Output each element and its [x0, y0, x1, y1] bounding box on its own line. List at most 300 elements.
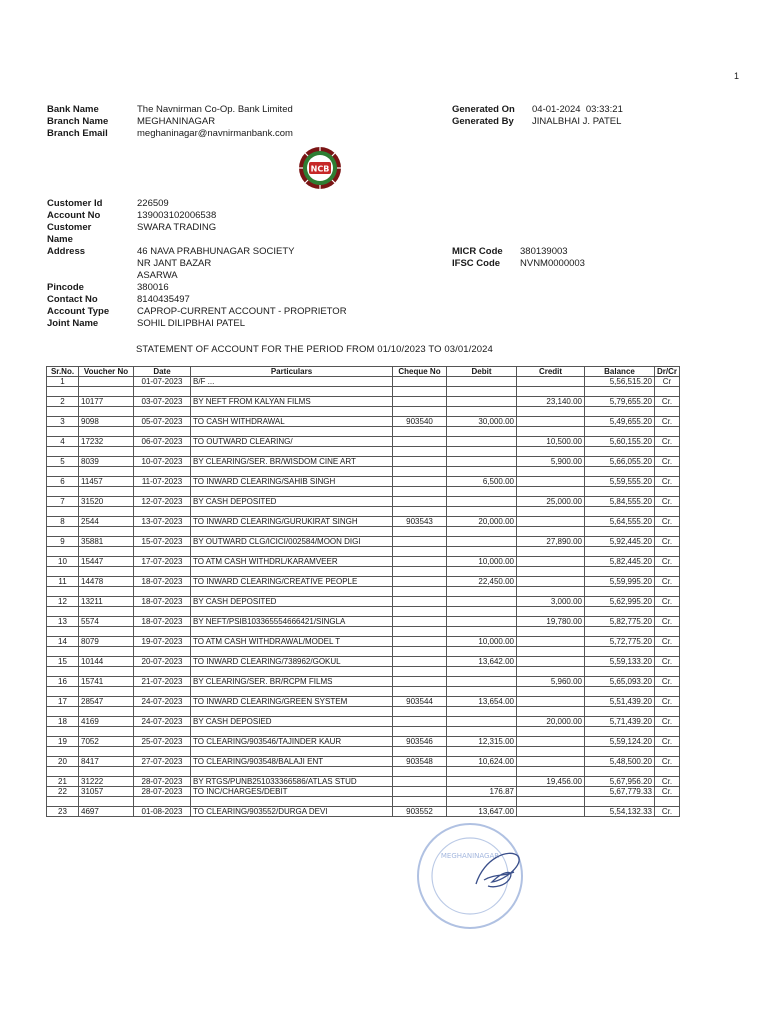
spacer-cell	[47, 767, 79, 777]
spacer-cell	[447, 647, 517, 657]
cell-cheque-no	[393, 477, 447, 487]
spacer-cell	[47, 547, 79, 557]
spacer-cell	[393, 567, 447, 577]
cell-balance: 5,60,155.20	[585, 437, 655, 447]
cell-particulars: TO ATM CASH WITHDRAWAL/MODEL T	[191, 637, 393, 647]
spacer-cell	[447, 507, 517, 517]
table-spacer-row	[47, 627, 680, 637]
spacer-cell	[393, 487, 447, 497]
table-spacer-row	[47, 407, 680, 417]
table-spacer-row	[47, 767, 680, 777]
spacer-cell	[585, 567, 655, 577]
spacer-cell	[585, 547, 655, 557]
branch-name: MEGHANINAGAR	[137, 116, 216, 127]
table-spacer-row	[47, 387, 680, 397]
cell-voucher-no: 8417	[79, 757, 134, 767]
spacer-cell	[134, 647, 191, 657]
spacer-cell	[655, 427, 680, 437]
cell-date: 11-07-2023	[134, 477, 191, 487]
spacer-cell	[191, 587, 393, 597]
micr-label: MICR Code	[452, 246, 503, 257]
spacer-cell	[585, 607, 655, 617]
cell-cheque-no	[393, 637, 447, 647]
cell-cheque-no	[393, 497, 447, 507]
cell-voucher-no: 4169	[79, 717, 134, 727]
table-header-row	[47, 367, 680, 377]
cell-credit	[517, 377, 585, 387]
spacer-cell	[191, 407, 393, 417]
spacer-cell	[47, 567, 79, 577]
cell-date: 05-07-2023	[134, 417, 191, 427]
cell-cheque-no	[393, 717, 447, 727]
cell-date: 13-07-2023	[134, 517, 191, 527]
cell-dr-cr: Cr.	[655, 497, 680, 507]
customer-id: 226509	[137, 198, 169, 209]
spacer-cell	[655, 407, 680, 417]
cell-voucher-no: 35881	[79, 537, 134, 547]
page-number: 1	[734, 71, 740, 81]
cell-particulars: TO INWARD CLEARING/GREEN SYSTEM	[191, 697, 393, 707]
cell-balance: 5,65,093.20	[585, 677, 655, 687]
cell-sr-no: 9	[47, 537, 79, 547]
spacer-cell	[585, 427, 655, 437]
cell-cheque-no	[393, 537, 447, 547]
spacer-cell	[393, 547, 447, 557]
spacer-cell	[585, 487, 655, 497]
cell-sr-no: 16	[47, 677, 79, 687]
spacer-cell	[517, 567, 585, 577]
table-row	[47, 777, 680, 787]
statement-table	[46, 366, 680, 817]
cell-credit	[517, 807, 585, 817]
cell-balance: 5,62,995.20	[585, 597, 655, 607]
spacer-cell	[655, 797, 680, 807]
spacer-cell	[585, 747, 655, 757]
spacer-cell	[585, 647, 655, 657]
table-spacer-row	[47, 727, 680, 737]
cell-cheque-no	[393, 777, 447, 787]
col-header-cheque: Cheque No	[393, 367, 447, 377]
spacer-cell	[517, 387, 585, 397]
cell-voucher-no: 31222	[79, 777, 134, 787]
spacer-cell	[191, 467, 393, 477]
spacer-cell	[393, 587, 447, 597]
cell-balance: 5,56,515.20	[585, 377, 655, 387]
cell-voucher-no: 5574	[79, 617, 134, 627]
pincode-label: Pincode	[47, 282, 84, 293]
cell-voucher-no	[79, 377, 134, 387]
stamp-text: MEGHANINAGAR	[440, 852, 500, 860]
cell-sr-no: 22	[47, 787, 79, 797]
table-row	[47, 577, 680, 587]
table-row	[47, 637, 680, 647]
cell-balance: 5,49,655.20	[585, 417, 655, 427]
cell-credit	[517, 517, 585, 527]
cell-debit: 176.87	[447, 787, 517, 797]
spacer-cell	[47, 507, 79, 517]
customer-name: SWARA TRADING	[137, 222, 217, 233]
table-row	[47, 757, 680, 767]
spacer-cell	[517, 687, 585, 697]
spacer-cell	[47, 427, 79, 437]
spacer-cell	[393, 467, 447, 477]
spacer-cell	[191, 627, 393, 637]
col-header-particulars: Particulars	[191, 367, 393, 377]
spacer-cell	[447, 687, 517, 697]
spacer-cell	[79, 747, 134, 757]
cell-credit	[517, 477, 585, 487]
table-row	[47, 497, 680, 507]
cell-date: 24-07-2023	[134, 697, 191, 707]
spacer-cell	[447, 627, 517, 637]
spacer-cell	[134, 607, 191, 617]
spacer-cell	[447, 487, 517, 497]
spacer-cell	[134, 707, 191, 717]
cell-sr-no: 15	[47, 657, 79, 667]
table-spacer-row	[47, 547, 680, 557]
address-line-2: NR JANT BAZAR	[137, 258, 212, 269]
cell-date: 18-07-2023	[134, 617, 191, 627]
spacer-cell	[585, 587, 655, 597]
spacer-cell	[134, 387, 191, 397]
spacer-cell	[585, 407, 655, 417]
table-spacer-row	[47, 427, 680, 437]
cell-sr-no: 23	[47, 807, 79, 817]
cell-date: 18-07-2023	[134, 577, 191, 587]
cell-particulars: TO INC/CHARGES/DEBIT	[191, 787, 393, 797]
cell-debit	[447, 497, 517, 507]
cell-voucher-no: 28547	[79, 697, 134, 707]
cell-credit: 5,960.00	[517, 677, 585, 687]
table-spacer-row	[47, 747, 680, 757]
spacer-cell	[47, 527, 79, 537]
cell-voucher-no: 15447	[79, 557, 134, 567]
spacer-cell	[517, 507, 585, 517]
table-row	[47, 677, 680, 687]
cell-cheque-no	[393, 657, 447, 667]
table-spacer-row	[47, 797, 680, 807]
cell-debit	[447, 677, 517, 687]
cell-date: 20-07-2023	[134, 657, 191, 667]
spacer-cell	[655, 667, 680, 677]
spacer-cell	[47, 627, 79, 637]
spacer-cell	[393, 707, 447, 717]
spacer-cell	[585, 687, 655, 697]
spacer-cell	[447, 527, 517, 537]
cell-dr-cr: Cr.	[655, 457, 680, 467]
cell-cheque-no	[393, 437, 447, 447]
cell-particulars: TO INWARD CLEARING/SAHIB SINGH	[191, 477, 393, 487]
spacer-cell	[79, 447, 134, 457]
generated-by-label: Generated By	[452, 116, 514, 127]
spacer-cell	[47, 747, 79, 757]
spacer-cell	[447, 747, 517, 757]
cell-sr-no: 3	[47, 417, 79, 427]
spacer-cell	[47, 607, 79, 617]
spacer-cell	[134, 747, 191, 757]
spacer-cell	[79, 587, 134, 597]
cell-cheque-no: 903543	[393, 517, 447, 527]
cell-balance: 5,67,779.33	[585, 787, 655, 797]
spacer-cell	[447, 707, 517, 717]
table-row	[47, 557, 680, 567]
spacer-cell	[134, 627, 191, 637]
spacer-cell	[585, 767, 655, 777]
customer-name-label-1: Customer	[47, 222, 92, 233]
spacer-cell	[393, 427, 447, 437]
spacer-cell	[134, 687, 191, 697]
spacer-cell	[517, 407, 585, 417]
statement-title: STATEMENT OF ACCOUNT FOR THE PERIOD FROM 01/10/2023 TO 03/01/2024	[136, 344, 493, 355]
cell-voucher-no: 7052	[79, 737, 134, 747]
spacer-cell	[393, 667, 447, 677]
cell-balance: 5,66,055.20	[585, 457, 655, 467]
spacer-cell	[517, 427, 585, 437]
cell-balance: 5,59,555.20	[585, 477, 655, 487]
spacer-cell	[517, 547, 585, 557]
cell-dr-cr: Cr.	[655, 397, 680, 407]
cell-sr-no: 4	[47, 437, 79, 447]
spacer-cell	[191, 487, 393, 497]
cell-debit: 13,654.00	[447, 697, 517, 707]
cell-date: 25-07-2023	[134, 737, 191, 747]
spacer-cell	[447, 467, 517, 477]
cell-dr-cr: Cr.	[655, 717, 680, 727]
cell-date: 17-07-2023	[134, 557, 191, 567]
spacer-cell	[79, 797, 134, 807]
cell-dr-cr: Cr.	[655, 697, 680, 707]
spacer-cell	[655, 627, 680, 637]
spacer-cell	[517, 747, 585, 757]
spacer-cell	[585, 667, 655, 677]
spacer-cell	[517, 447, 585, 457]
cell-debit: 6,500.00	[447, 477, 517, 487]
spacer-cell	[47, 727, 79, 737]
cell-voucher-no: 8079	[79, 637, 134, 647]
spacer-cell	[393, 387, 447, 397]
table-row	[47, 737, 680, 747]
table-row	[47, 617, 680, 627]
spacer-cell	[447, 567, 517, 577]
spacer-cell	[447, 727, 517, 737]
table-spacer-row	[47, 587, 680, 597]
spacer-cell	[393, 607, 447, 617]
spacer-cell	[655, 527, 680, 537]
cell-debit: 13,647.00	[447, 807, 517, 817]
logo-text: NCB	[310, 164, 330, 174]
cell-date: 18-07-2023	[134, 597, 191, 607]
spacer-cell	[517, 607, 585, 617]
cell-debit: 12,315.00	[447, 737, 517, 747]
table-spacer-row	[47, 667, 680, 677]
spacer-cell	[79, 407, 134, 417]
cell-balance: 5,82,445.20	[585, 557, 655, 567]
bank-name-label: Bank Name	[47, 104, 99, 115]
cell-sr-no: 6	[47, 477, 79, 487]
cell-debit: 20,000.00	[447, 517, 517, 527]
cell-sr-no: 11	[47, 577, 79, 587]
micr-code: 380139003	[520, 246, 568, 257]
table-row	[47, 377, 680, 387]
table-row	[47, 717, 680, 727]
spacer-cell	[393, 407, 447, 417]
spacer-cell	[517, 727, 585, 737]
spacer-cell	[191, 507, 393, 517]
cell-debit: 10,000.00	[447, 557, 517, 567]
address-label: Address	[47, 246, 86, 257]
spacer-cell	[393, 627, 447, 637]
cell-particulars: TO CASH WITHDRAWAL	[191, 417, 393, 427]
table-row	[47, 807, 680, 817]
cell-debit: 22,450.00	[447, 577, 517, 587]
table-spacer-row	[47, 507, 680, 517]
generated-by: JINALBHAI J. PATEL	[532, 116, 622, 127]
cell-voucher-no: 2544	[79, 517, 134, 527]
spacer-cell	[79, 707, 134, 717]
cell-cheque-no	[393, 397, 447, 407]
cell-voucher-no: 31057	[79, 787, 134, 797]
table-row	[47, 787, 680, 797]
table-row	[47, 657, 680, 667]
cell-particulars: BY CLEARING/SER. BR/RCPM FILMS	[191, 677, 393, 687]
table-spacer-row	[47, 447, 680, 457]
spacer-cell	[585, 447, 655, 457]
spacer-cell	[447, 447, 517, 457]
table-row	[47, 457, 680, 467]
spacer-cell	[79, 647, 134, 657]
cell-voucher-no: 14478	[79, 577, 134, 587]
cell-dr-cr: Cr.	[655, 537, 680, 547]
account-type-label: Account Type	[47, 306, 110, 317]
branch-name-label: Branch Name	[47, 116, 109, 127]
spacer-cell	[393, 647, 447, 657]
spacer-cell	[447, 547, 517, 557]
generated-on: 04-01-2024 03:33:21	[532, 104, 623, 115]
cell-dr-cr: Cr.	[655, 437, 680, 447]
cell-balance: 5,59,124.20	[585, 737, 655, 747]
table-row	[47, 417, 680, 427]
cell-cheque-no	[393, 617, 447, 627]
cell-dr-cr: Cr.	[655, 617, 680, 627]
bank-name: The Navnirman Co-Op. Bank Limited	[137, 104, 293, 115]
spacer-cell	[191, 547, 393, 557]
account-type: CAPROP-CURRENT ACCOUNT - PROPRIETOR	[137, 306, 347, 317]
col-header-drcr: Dr/Cr	[655, 367, 680, 377]
cell-balance: 5,79,655.20	[585, 397, 655, 407]
cell-date: 15-07-2023	[134, 537, 191, 547]
cell-date: 28-07-2023	[134, 787, 191, 797]
table-row	[47, 597, 680, 607]
cell-cheque-no: 903552	[393, 807, 447, 817]
spacer-cell	[47, 447, 79, 457]
spacer-cell	[79, 607, 134, 617]
cell-credit: 10,500.00	[517, 437, 585, 447]
spacer-cell	[655, 507, 680, 517]
cell-balance: 5,92,445.20	[585, 537, 655, 547]
cell-voucher-no: 4697	[79, 807, 134, 817]
cell-cheque-no: 903540	[393, 417, 447, 427]
spacer-cell	[447, 407, 517, 417]
spacer-cell	[655, 607, 680, 617]
bank-logo	[298, 146, 342, 190]
spacer-cell	[447, 767, 517, 777]
spacer-cell	[585, 527, 655, 537]
cell-debit: 13,642.00	[447, 657, 517, 667]
spacer-cell	[47, 667, 79, 677]
cell-credit	[517, 657, 585, 667]
cell-sr-no: 14	[47, 637, 79, 647]
table-spacer-row	[47, 647, 680, 657]
cell-debit	[447, 717, 517, 727]
cell-credit	[517, 787, 585, 797]
spacer-cell	[79, 627, 134, 637]
cell-dr-cr: Cr.	[655, 787, 680, 797]
cell-sr-no: 20	[47, 757, 79, 767]
cell-sr-no: 12	[47, 597, 79, 607]
cell-balance: 5,84,555.20	[585, 497, 655, 507]
cell-balance: 5,59,995.20	[585, 577, 655, 587]
spacer-cell	[655, 567, 680, 577]
spacer-cell	[134, 547, 191, 557]
cell-cheque-no	[393, 457, 447, 467]
joint-name: SOHIL DILIPBHAI PATEL	[137, 318, 246, 329]
cell-particulars: TO INWARD CLEARING/GURUKIRAT SINGH	[191, 517, 393, 527]
spacer-cell	[47, 467, 79, 477]
cell-voucher-no: 9098	[79, 417, 134, 427]
cell-dr-cr: Cr.	[655, 637, 680, 647]
cell-dr-cr: Cr.	[655, 737, 680, 747]
cell-sr-no: 18	[47, 717, 79, 727]
cell-balance: 5,72,775.20	[585, 637, 655, 647]
spacer-cell	[655, 547, 680, 557]
spacer-cell	[517, 797, 585, 807]
spacer-cell	[393, 747, 447, 757]
spacer-cell	[134, 667, 191, 677]
cell-cheque-no	[393, 557, 447, 567]
cell-dr-cr: Cr.	[655, 517, 680, 527]
spacer-cell	[517, 667, 585, 677]
cell-credit	[517, 697, 585, 707]
spacer-cell	[585, 707, 655, 717]
spacer-cell	[655, 387, 680, 397]
address-line-3: ASARWA	[137, 270, 178, 281]
branch-email: meghaninagar@navnirmanbank.com	[137, 128, 293, 139]
cell-particulars: B/F ...	[191, 377, 393, 387]
cell-date: 27-07-2023	[134, 757, 191, 767]
spacer-cell	[517, 767, 585, 777]
cell-particulars: TO CLEARING/903552/DURGA DEVI	[191, 807, 393, 817]
cell-voucher-no: 11457	[79, 477, 134, 487]
spacer-cell	[47, 687, 79, 697]
col-header-debit: Debit	[447, 367, 517, 377]
spacer-cell	[517, 627, 585, 637]
cell-balance: 5,82,775.20	[585, 617, 655, 627]
cell-debit	[447, 377, 517, 387]
spacer-cell	[79, 767, 134, 777]
cell-cheque-no	[393, 597, 447, 607]
spacer-cell	[134, 587, 191, 597]
table-spacer-row	[47, 467, 680, 477]
spacer-cell	[134, 407, 191, 417]
spacer-cell	[191, 797, 393, 807]
spacer-cell	[191, 647, 393, 657]
spacer-cell	[655, 687, 680, 697]
spacer-cell	[79, 727, 134, 737]
spacer-cell	[393, 527, 447, 537]
spacer-cell	[134, 467, 191, 477]
spacer-cell	[655, 467, 680, 477]
cell-debit	[447, 597, 517, 607]
